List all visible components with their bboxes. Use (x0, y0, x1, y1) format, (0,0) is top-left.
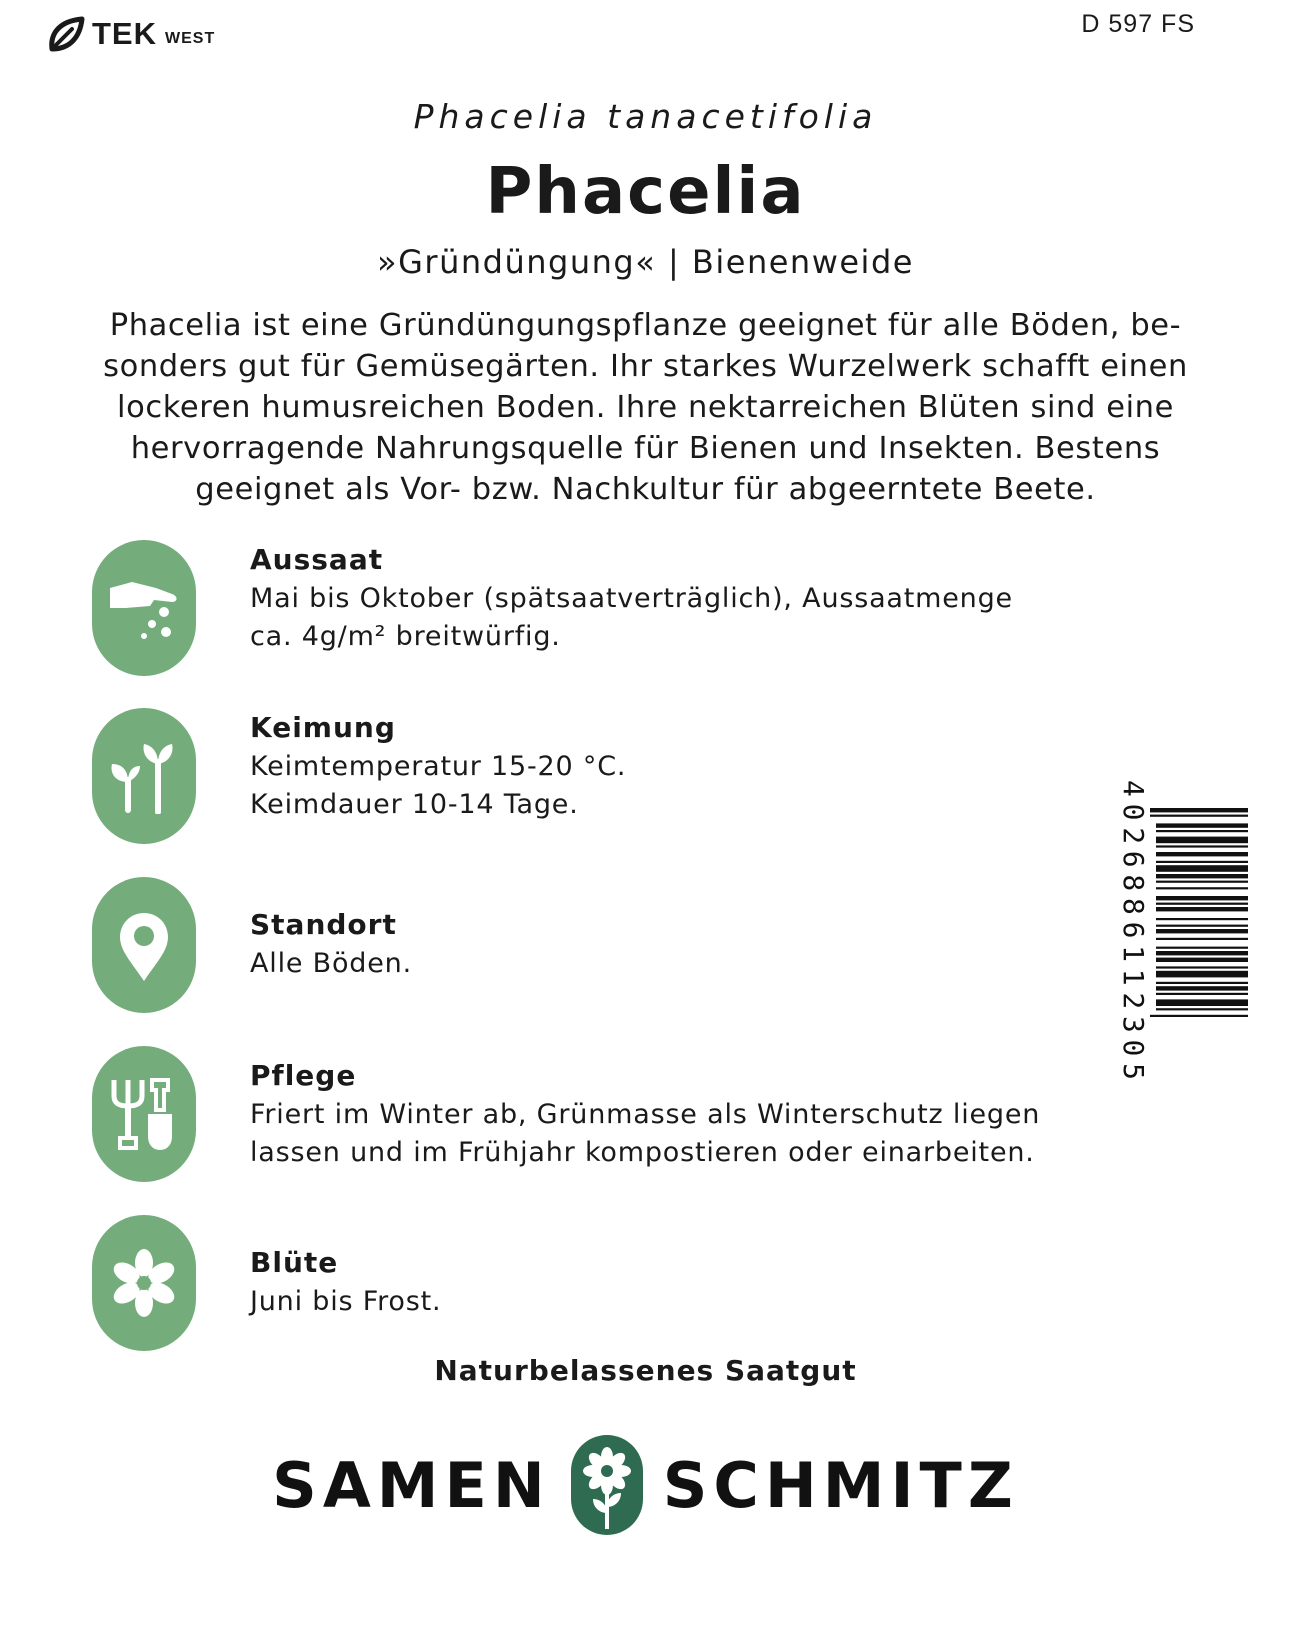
barcode-bars (1150, 808, 1248, 1017)
brand-flower-icon (569, 1433, 645, 1537)
barcode-bar (1156, 947, 1248, 949)
product-subtitle: »Gründüngung« | Bienenweide (377, 243, 914, 281)
brand-word-left: SAMEN (272, 1448, 551, 1522)
tekwest-logo (46, 14, 215, 54)
barcode-bar (1156, 887, 1248, 889)
product-description (40, 305, 1251, 510)
barcode-bar (1150, 808, 1248, 812)
barcode-bar (1156, 865, 1248, 872)
barcode-bar (1156, 881, 1248, 883)
barcode-bar (1156, 918, 1248, 920)
brand-word-right: SCHMITZ (662, 1448, 1019, 1522)
info-row-aussaat (92, 540, 1142, 676)
info-row-keimung (92, 708, 1142, 844)
barcode-bar (1156, 907, 1248, 911)
info-row-pflege (92, 1046, 1142, 1182)
flower-icon (92, 1215, 196, 1351)
barcode-bar (1156, 951, 1248, 955)
latin-name: Phacelia tanacetifolia (413, 97, 878, 136)
tek-logo-text: TEK (92, 16, 157, 51)
barcode-bar (1156, 896, 1248, 900)
barcode-number: 4026886112305 (1117, 780, 1150, 1080)
info-text: Juni bis Frost. (250, 1286, 442, 1317)
description-line: Phacelia ist eine Gründüngungspflanze geeignet für alle Böden, be- (109, 308, 1182, 343)
info-text: Keimtemperatur 15-20 °C. Keimdauer 10-14 Tage. (250, 751, 627, 820)
samen-schmitz-logo (0, 1430, 1291, 1540)
info-row-standort (92, 877, 1142, 1013)
info-label: Aussaat (250, 543, 384, 576)
barcode-bar (1150, 815, 1248, 817)
article-code: D 597 FS (1081, 10, 1195, 38)
barcode-bar (1156, 823, 1248, 827)
info-text: Mai bis Oktober (spätsaatverträglich), Aussaatmenge ca. 4g/m² breitwürfig. (250, 583, 1013, 652)
footer-note: Naturbelassenes Saatgut (434, 1354, 857, 1387)
tek-logo-subtext: WEST (165, 30, 216, 47)
barcode-bar (1156, 938, 1248, 940)
barcode-bar (1156, 861, 1248, 863)
info-text: Friert im Winter ab, Grünmasse als Winterschutz liegen lassen und im Frühjahr kompostieren oder einarbeiten. (250, 1099, 1041, 1168)
barcode-bar (1156, 852, 1248, 856)
barcode-bar (1156, 925, 1248, 927)
barcode-bar (1156, 999, 1248, 1006)
barcode-bar (1156, 903, 1248, 905)
description-line: lockeren humusreichen Boden. Ihre nektarreichen Blüten sind eine (117, 390, 1174, 425)
info-text: Alle Böden. (250, 948, 412, 979)
sowing-hand-icon (92, 540, 196, 676)
barcode-bar (1156, 1008, 1248, 1010)
description-line: sonders gut für Gemüsegärten. Ihr starkes Wurzelwerk schafft einen (103, 349, 1188, 384)
info-label: Blüte (250, 1246, 339, 1279)
barcode-bar (1156, 966, 1248, 968)
barcode-bar (1150, 1015, 1248, 1017)
barcode-bar (1156, 986, 1248, 990)
barcode-bar (1156, 971, 1248, 978)
barcode-bar (1156, 837, 1248, 844)
barcode (1112, 778, 1250, 1088)
location-pin-icon (92, 877, 196, 1013)
garden-tools-icon (92, 1046, 196, 1182)
barcode-bar (1156, 874, 1248, 878)
info-label: Keimung (250, 711, 396, 744)
barcode-bar (1156, 958, 1248, 962)
barcode-bar (1156, 993, 1248, 995)
barcode-bar (1156, 830, 1248, 832)
info-row-bluete (92, 1215, 1142, 1351)
description-line: hervorragende Nahrungsquelle für Bienen und Insekten. Bestens (130, 431, 1161, 466)
barcode-bar (1156, 845, 1248, 847)
info-label: Pflege (250, 1059, 357, 1092)
leaf-logo-icon (46, 15, 86, 53)
description-line: geeignet als Vor- bzw. Nachkultur für abgeerntete Beete. (195, 472, 1096, 507)
seedling-icon (92, 708, 196, 844)
barcode-bar (1156, 982, 1248, 984)
barcode-bar (1156, 929, 1248, 933)
product-title: Phacelia (485, 155, 806, 229)
info-label: Standort (250, 908, 397, 941)
